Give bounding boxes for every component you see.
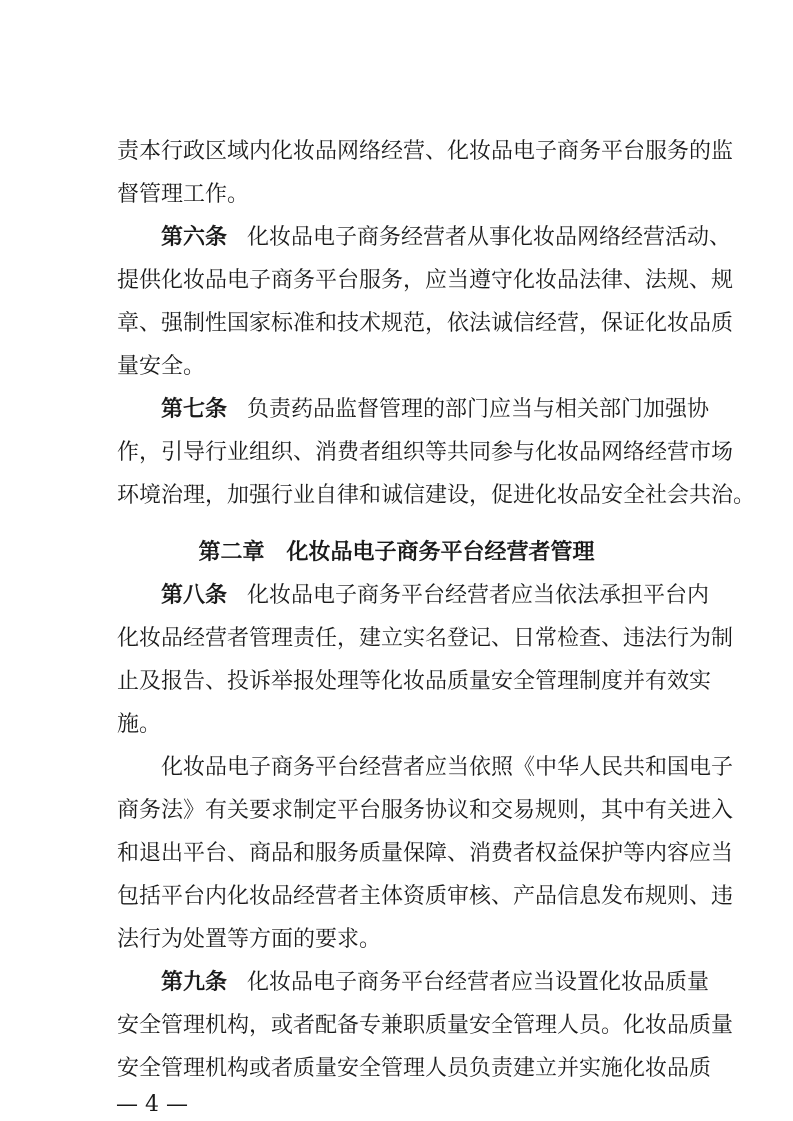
paragraph-line: 化妆品经营者管理责任，建立实名登记、日常检查、违法行为制 (117, 626, 734, 651)
article-6-heading: 第六条 (161, 225, 228, 250)
article-7-line (161, 395, 710, 425)
article-8-line (161, 581, 710, 611)
paragraph-line: 量安全。 (117, 354, 206, 379)
chapter-2-heading: 第二章 化妆品电子商务平台经营者管理 (198, 540, 595, 565)
paragraph-line: 化妆品电子商务平台经营者应当依照《中华人民共和国电子 (161, 755, 734, 780)
article-7-text: 负责药品监督管理的部门应当与相关部门加强协 (247, 397, 710, 422)
paragraph-line: 环境治理，加强行业自律和诚信建设，促进化妆品安全社会共治。 (117, 483, 756, 508)
page-number: — 4 — (116, 1092, 188, 1117)
article-9-line (161, 968, 710, 998)
paragraph-line: 作，引导行业组织、消费者组织等共同参与化妆品网络经营市场 (117, 440, 734, 465)
paragraph-line: 和退出平台、商品和服务质量保障、消费者权益保护等内容应当 (117, 841, 734, 866)
paragraph-line: 提供化妆品电子商务平台服务，应当遵守化妆品法律、法规、规 (117, 268, 734, 293)
paragraph-line: 法行为处置等方面的要求。 (117, 927, 382, 952)
paragraph-line: 督管理工作。 (117, 182, 250, 207)
article-6-line (161, 223, 732, 253)
paragraph-line: 章、强制性国家标准和技术规范，依法诚信经营，保证化妆品质 (117, 311, 734, 336)
paragraph-line: 止及报告、投诉举报处理等化妆品质量安全管理制度并有效实 (117, 669, 712, 694)
article-6-text: 化妆品电子商务经营者从事化妆品网络经营活动、 (247, 225, 732, 250)
article-9-text: 化妆品电子商务平台经营者应当设置化妆品质量 (247, 970, 710, 995)
article-8-heading: 第八条 (161, 583, 228, 608)
paragraph-line: 安全管理机构，或者配备专兼职质量安全管理人员。化妆品质量 (117, 1013, 734, 1038)
paragraph-line: 包括平台内化妆品经营者主体资质审核、产品信息发布规则、违 (117, 884, 734, 909)
paragraph-line: 安全管理机构或者质量安全管理人员负责建立并实施化妆品质 (117, 1056, 712, 1081)
paragraph-line: 施。 (117, 712, 162, 737)
article-9-heading: 第九条 (161, 970, 228, 995)
paragraph-line: 责本行政区域内化妆品网络经营、化妆品电子商务平台服务的监 (117, 139, 734, 164)
article-8-text: 化妆品电子商务平台经营者应当依法承担平台内 (247, 583, 710, 608)
paragraph-line: 商务法》有关要求制定平台服务协议和交易规则，其中有关进入 (117, 798, 734, 823)
article-7-heading: 第七条 (161, 397, 228, 422)
